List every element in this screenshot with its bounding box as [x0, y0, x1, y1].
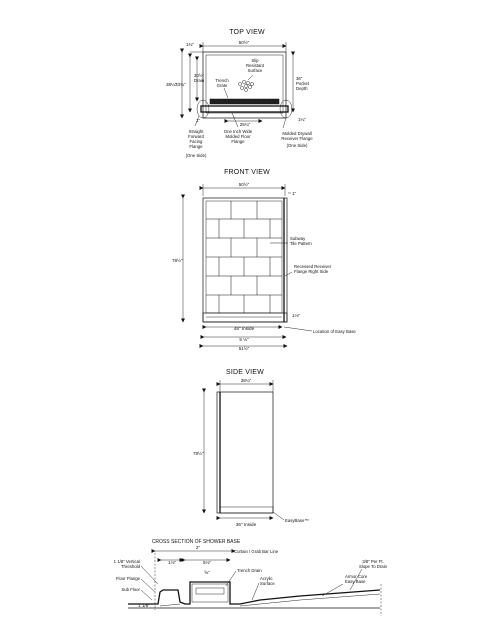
cs-trench-drain-inner — [196, 588, 224, 594]
cs-trench-leader — [226, 571, 236, 586]
pocket-dim: 36" Pocket Depth — [296, 76, 310, 91]
front-width-dim: 50½" — [238, 182, 250, 187]
cs-armor-label: Armor Core Easy Base — [345, 574, 368, 584]
side-width-dim: 38¼" — [240, 378, 252, 383]
drywall-sub: (One Side) — [286, 143, 308, 148]
cs-dim-a: 1⅛" — [167, 560, 177, 565]
right-offset-dim: 1¼" — [298, 117, 307, 122]
front-top-right-dim: 1" — [292, 191, 297, 196]
trench-leader — [224, 88, 228, 98]
cs-floor-flange-leader — [141, 579, 155, 592]
top-view — [166, 29, 313, 158]
easybase-leader — [284, 327, 312, 331]
cs-base-profile — [128, 582, 380, 604]
side-inside-dim: 36" Inside — [235, 522, 257, 527]
cs-floor-flange-label: Floor Flange — [115, 576, 140, 581]
flange-left-sub: (One Side) — [185, 153, 207, 158]
side-view — [193, 369, 309, 527]
recessed-label: Recessed Receiver Flange Right Side — [294, 264, 332, 274]
cs-dim-b: 5⅛" — [202, 560, 212, 565]
top-inner-depth-dim: 33¾" — [175, 82, 186, 87]
trench-label: Trench Grate — [215, 78, 229, 88]
cs-dim-c: ⅝" — [204, 570, 210, 575]
recessed-leader — [285, 272, 292, 276]
side-wall-outline — [217, 392, 273, 513]
front-view-title: FRONT VIEW — [224, 169, 270, 176]
front-height-dim: 78½" — [172, 258, 183, 263]
cs-trench-label: Trench Drain — [237, 568, 262, 573]
floor-flange-leader — [232, 113, 238, 127]
front-wall-outline — [203, 198, 287, 322]
cross-section — [114, 539, 388, 616]
drywall-label: Molded Drywall Receiver Flange — [281, 131, 313, 141]
top-width-dim: 50½" — [238, 40, 250, 45]
front-dim-3: 51½" — [238, 346, 250, 351]
side-base — [220, 507, 273, 513]
front-inside-dim: 48" Inside — [233, 326, 255, 331]
cs-sub-floor-leader — [141, 590, 152, 600]
cs-slope-label: 3/8" Per Ft. Slope To Drain — [358, 559, 388, 569]
front-dim-2: 5 ⅛" — [239, 337, 249, 342]
side-easybase-leader — [273, 512, 284, 520]
slip-surface-texture — [238, 80, 253, 91]
front-easybase-label: Location of Easy Base — [313, 329, 356, 334]
cs-acrylic-label: Acrylic Surface — [260, 576, 275, 586]
top-view-title: TOP VIEW — [229, 29, 265, 36]
trench-grate — [210, 99, 279, 104]
drywall-leader — [283, 118, 286, 128]
cs-dim-top: 2" — [195, 545, 201, 550]
flange-left-label: Straight Forward Facing Flange — [188, 129, 204, 149]
cs-dim-bottom: 1 1/8" — [138, 603, 150, 608]
cs-trench-drain — [192, 584, 228, 602]
side-easybase-label: EasyBase™ — [285, 518, 309, 523]
center-dim: 25¼" — [239, 122, 251, 127]
slip-leader — [248, 75, 253, 80]
top-drain-dim: 30½" Drain — [193, 73, 205, 83]
cross-section-title: CROSS SECTION OF SHOWER BASE — [151, 539, 241, 545]
subway-label: Subway Tile Pattern — [290, 236, 312, 246]
cs-threshold-label: 1 1/8" Vertical Threshold — [113, 559, 140, 569]
cs-acrylic-leader — [252, 583, 259, 600]
cs-sub-floor-label: Sub Floor — [121, 587, 140, 592]
front-bottom-right-dim: 1⅛" — [292, 313, 301, 318]
subway-tile-pattern — [206, 201, 282, 313]
front-flange — [201, 106, 288, 112]
top-depth-dim: 38¼" — [166, 82, 177, 87]
front-base — [203, 313, 287, 322]
slip-label: Slip Resistant Surface — [246, 58, 264, 73]
side-height-dim: 78½" — [193, 451, 204, 456]
side-view-title: SIDE VIEW — [226, 369, 264, 376]
cs-core-fill — [160, 594, 380, 606]
bottom-left-dim: 1" — [196, 118, 201, 123]
floor-flange-label: One Inch Wide Molded Floor Flange — [223, 129, 253, 144]
cs-curtain-label: Curtain / Grab Bar Line — [234, 549, 279, 554]
front-view — [172, 169, 356, 351]
top-offset-dim: 1¾" — [186, 42, 195, 47]
